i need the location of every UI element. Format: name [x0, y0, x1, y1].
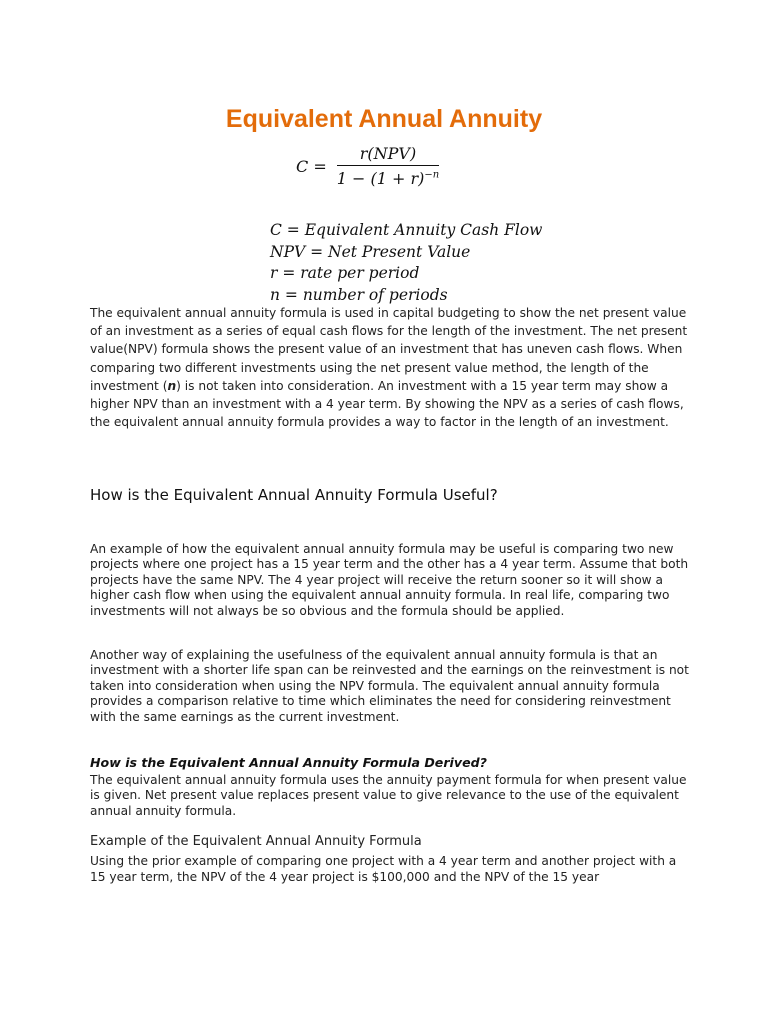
useful-paragraph-2: Another way of explaining the usefulness of the equivalent annual annuity formula is that an investment with a shorter life span can be reinvested and the earnings on the reinvestment is not taken into consideration when using the NPV formula. The equivalent annual annuity formula provides a comparison relative to time which eliminates the need for considering reinvestment with the same earnings as the current investment.: [90, 648, 689, 724]
intro-text-a: The equivalent annual annuity formula is used in capital budgeting to show the net present value of an investment as a series of equal cash flows for the length of the investment. The net present value(NPV) formula shows the present value of an investment that has uneven cash flows. When comparing two different investments using the net present value method, the length of the investment (: [90, 306, 688, 393]
heading-derived: How is the Equivalent Annual Annuity Formula Derived?: [90, 755, 487, 770]
definition-c: C = Equivalent Annuity Cash Flow: [270, 221, 543, 239]
denominator-base: 1 − (1 + r): [336, 169, 425, 188]
derived-paragraph: The equivalent annual annuity formula uses the annuity payment formula for when present value is given. Net present value replaces present value to give relevance to the use of the equivalent annual annuity formula.: [90, 773, 687, 818]
formula-denominator: [337, 166, 439, 188]
n-symbol: n: [167, 378, 177, 393]
definition-r: r = rate per period: [270, 264, 420, 282]
example-paragraph: Using the prior example of comparing one project with a 4 year term and another project with a 15 year term, the NPV of the 4 year project is $100,000 and the NPV of the 15 year: [90, 854, 677, 884]
useful-paragraph-1: An example of how the equivalent annual annuity formula may be useful is comparing two new projects where one project has a 15 year term and the other has a 4 year term. Assume that both projects have the same NPV. The 4 year project will receive the return sooner so it will show a higher cash flow when using the equivalent annual annuity formula. In real life, comparing two investments will not always be so obvious and the formula should be applied.: [90, 542, 689, 618]
formula-fraction: [337, 144, 439, 188]
formula-numerator: r(NPV): [359, 144, 417, 163]
definition-npv: NPV = Net Present Value: [270, 242, 471, 261]
heading-useful: How is the Equivalent Annual Annuity Formula Useful?: [90, 486, 498, 504]
intro-text-b: ) is not taken into consideration. An investment with a 15 year term may show a higher NPV than an investment with a 4 year term. By showing the NPV as a series of cash flows, the equivalent annual annuity formula provides a way to factor in the length of an investment.: [90, 378, 684, 430]
formula-lhs: C =: [296, 156, 327, 176]
definition-n: n = number of periods: [270, 285, 448, 304]
denominator-exponent: −n: [424, 169, 440, 181]
eaa-formula: [296, 144, 439, 188]
heading-example: Example of the Equivalent Annual Annuity Formula: [90, 834, 422, 849]
page-title: Equivalent Annual Annuity: [225, 104, 543, 133]
variable-definitions: [270, 220, 542, 306]
intro-paragraph: [90, 304, 690, 431]
